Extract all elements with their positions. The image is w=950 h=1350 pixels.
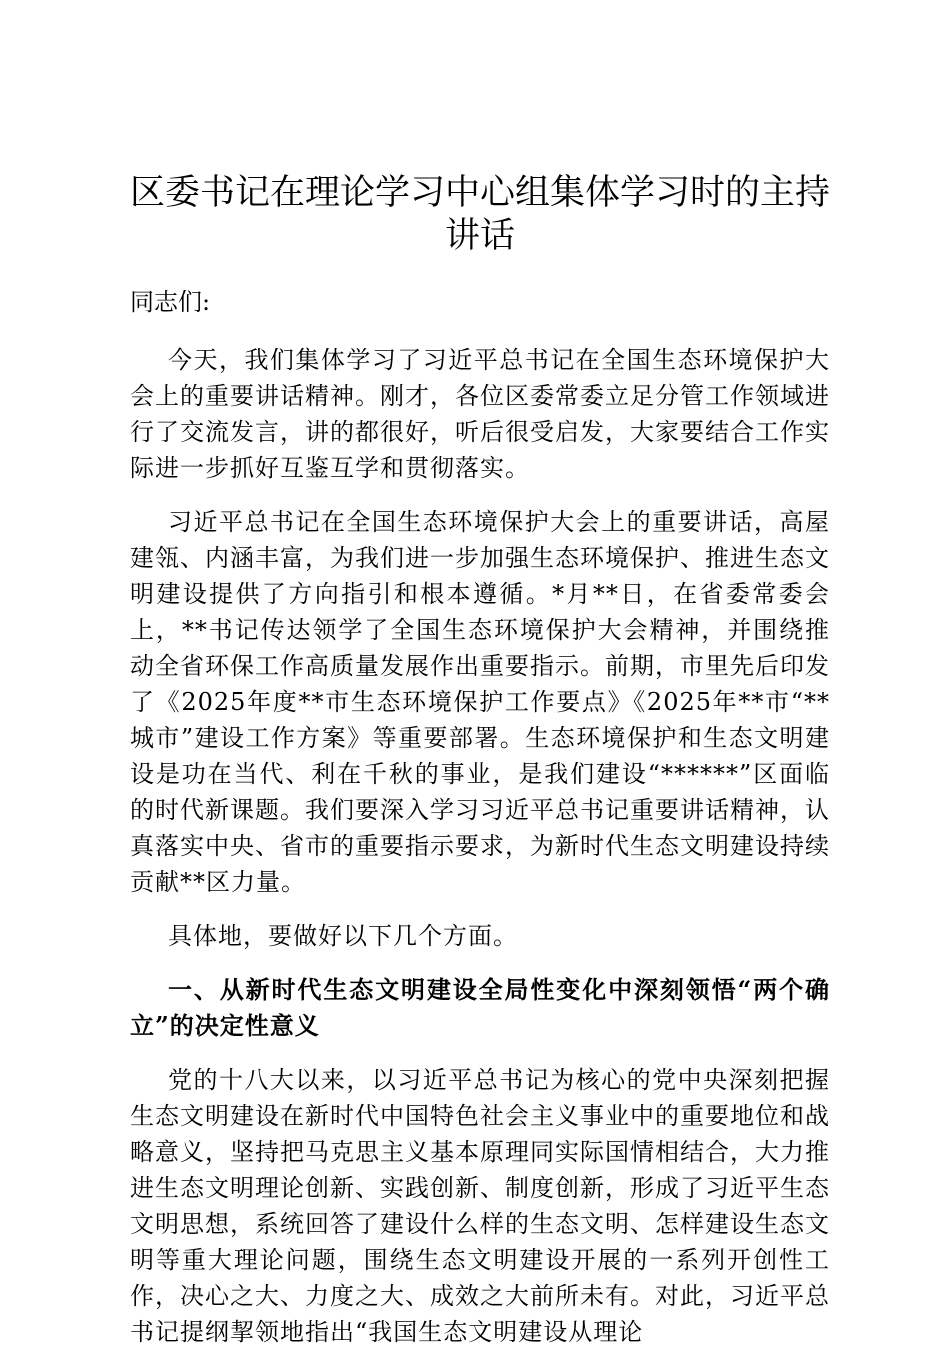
section-heading-one: 一、从新时代生态文明建设全局性变化中深刻领悟“两个确立”的决定性意义 (130, 975, 830, 1040)
salutation: 同志们: (130, 288, 211, 316)
document-title: 区委书记在理论学习中心组集体学习时的主持讲话 (130, 173, 831, 256)
document-page (130, 172, 830, 1350)
section-one-paragraph: 党的十八大以来，以习近平总书记为核心的党中央深刻把握生态文明建设在新时代中国特色社会主义事业中的重要地位和战略意义，坚持把马克思主义基本原理同实际国情相结合，大力推进生态文明理论创新、实践创新、制度创新，形成了习近平生态文明思想，系统回答了建设什么样的生态文明、怎样建设生态文明等重大理论问题，围绕生态文明建设开展的一系列开创性工作，决心之大、力度之大、成效之大前所未有。对此，习近平总书记提纲挈领地指出“我国生态文明建设从理论 (130, 1066, 830, 1346)
paragraph-transition: 具体地，要做好以下几个方面。 (168, 922, 518, 950)
paragraph-opening: 今天，我们集体学习了习近平总书记在全国生态环境保护大会上的重要讲话精神。刚才，各位区委常委立足分管工作领域进行了交流发言，讲的都很好，听后很受启发，大家要结合工作实际进一步抓好互鉴互学和贯彻落实。 (130, 346, 830, 482)
paragraph-background: 习近平总书记在全国生态环境保护大会上的重要讲话，高屋建瓴、内涵丰富，为我们进一步加强生态环境保护、推进生态文明建设提供了方向指引和根本遵循。*月**日，在省委常委会上，**书记传达领学了全国生态环境保护大会精神，并围绕推动全省环保工作高质量发展作出重要指示。前期，市里先后印发了《2025年度**市生态环境保护工作要点》《2025年**市“**城市”建设工作方案》等重要部署。生态环境保护和生态文明建设是功在当代、利在千秋的事业，是我们建设“******”区面临的时代新课题。我们要深入学习习近平总书记重要讲话精神，认真落实中央、省市的重要指示要求，为新时代生态文明建设持续贡献**区力量。 (130, 508, 830, 896)
